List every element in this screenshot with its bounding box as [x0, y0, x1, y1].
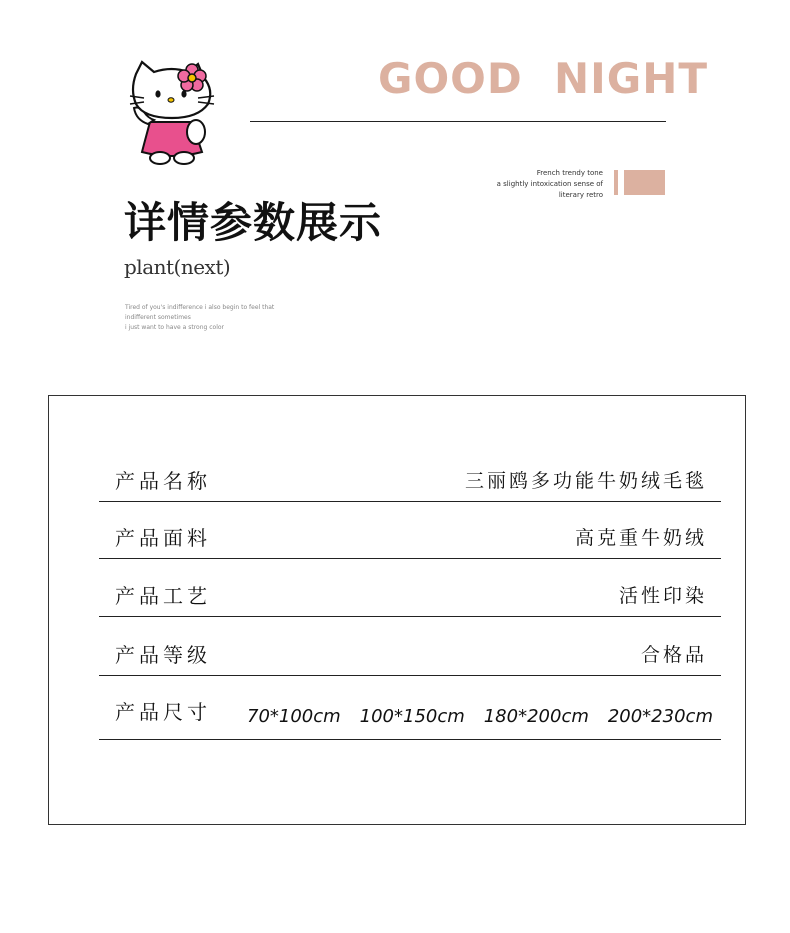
note-line: indifferent sometimes: [125, 314, 191, 321]
tagline: [403, 168, 603, 201]
spec-value: 活性印染: [618, 585, 707, 607]
spec-value: 高克重牛奶绒: [574, 527, 707, 549]
note: [125, 303, 274, 333]
note-line: Tired of you's indifference i also begin to feel that: [125, 304, 275, 311]
spec-row-name: [99, 462, 721, 502]
spec-label: 产品工艺: [115, 584, 211, 608]
spec-label: 产品名称: [115, 469, 211, 493]
spec-value: 三丽鸥多功能牛奶绒毛毯: [464, 470, 707, 492]
size-option: 70*100cm: [247, 706, 341, 727]
spec-row-process: [99, 577, 721, 617]
spec-row-grade: [99, 636, 721, 676]
spec-row-size: [99, 696, 721, 740]
spec-value: 合格品: [640, 644, 707, 666]
spec-label: 产品面料: [115, 526, 211, 550]
size-option: 200*230cm: [607, 706, 713, 727]
divider: [250, 121, 666, 122]
tagline-line: literary retro: [558, 191, 603, 199]
spec-table: [48, 395, 746, 825]
headline: GOOD NIGHT: [378, 54, 709, 103]
tagline-line: a slightly intoxication sense of: [496, 180, 603, 188]
spec-row-fabric: [99, 519, 721, 559]
spec-label: 产品尺寸: [115, 700, 211, 724]
hello-kitty-icon: [128, 60, 216, 168]
tagline-line: French trendy tone: [536, 169, 603, 177]
accent-bar: [614, 170, 618, 195]
spec-label: 产品等级: [115, 643, 211, 667]
note-line: i just want to have a strong color: [125, 324, 224, 331]
accent-block: [624, 170, 665, 195]
size-option: 180*200cm: [483, 706, 589, 727]
size-option: 100*150cm: [359, 706, 465, 727]
page-title: 详情参数展示: [124, 198, 383, 247]
size-list: [247, 706, 713, 727]
subtitle: plant(next): [124, 255, 231, 279]
